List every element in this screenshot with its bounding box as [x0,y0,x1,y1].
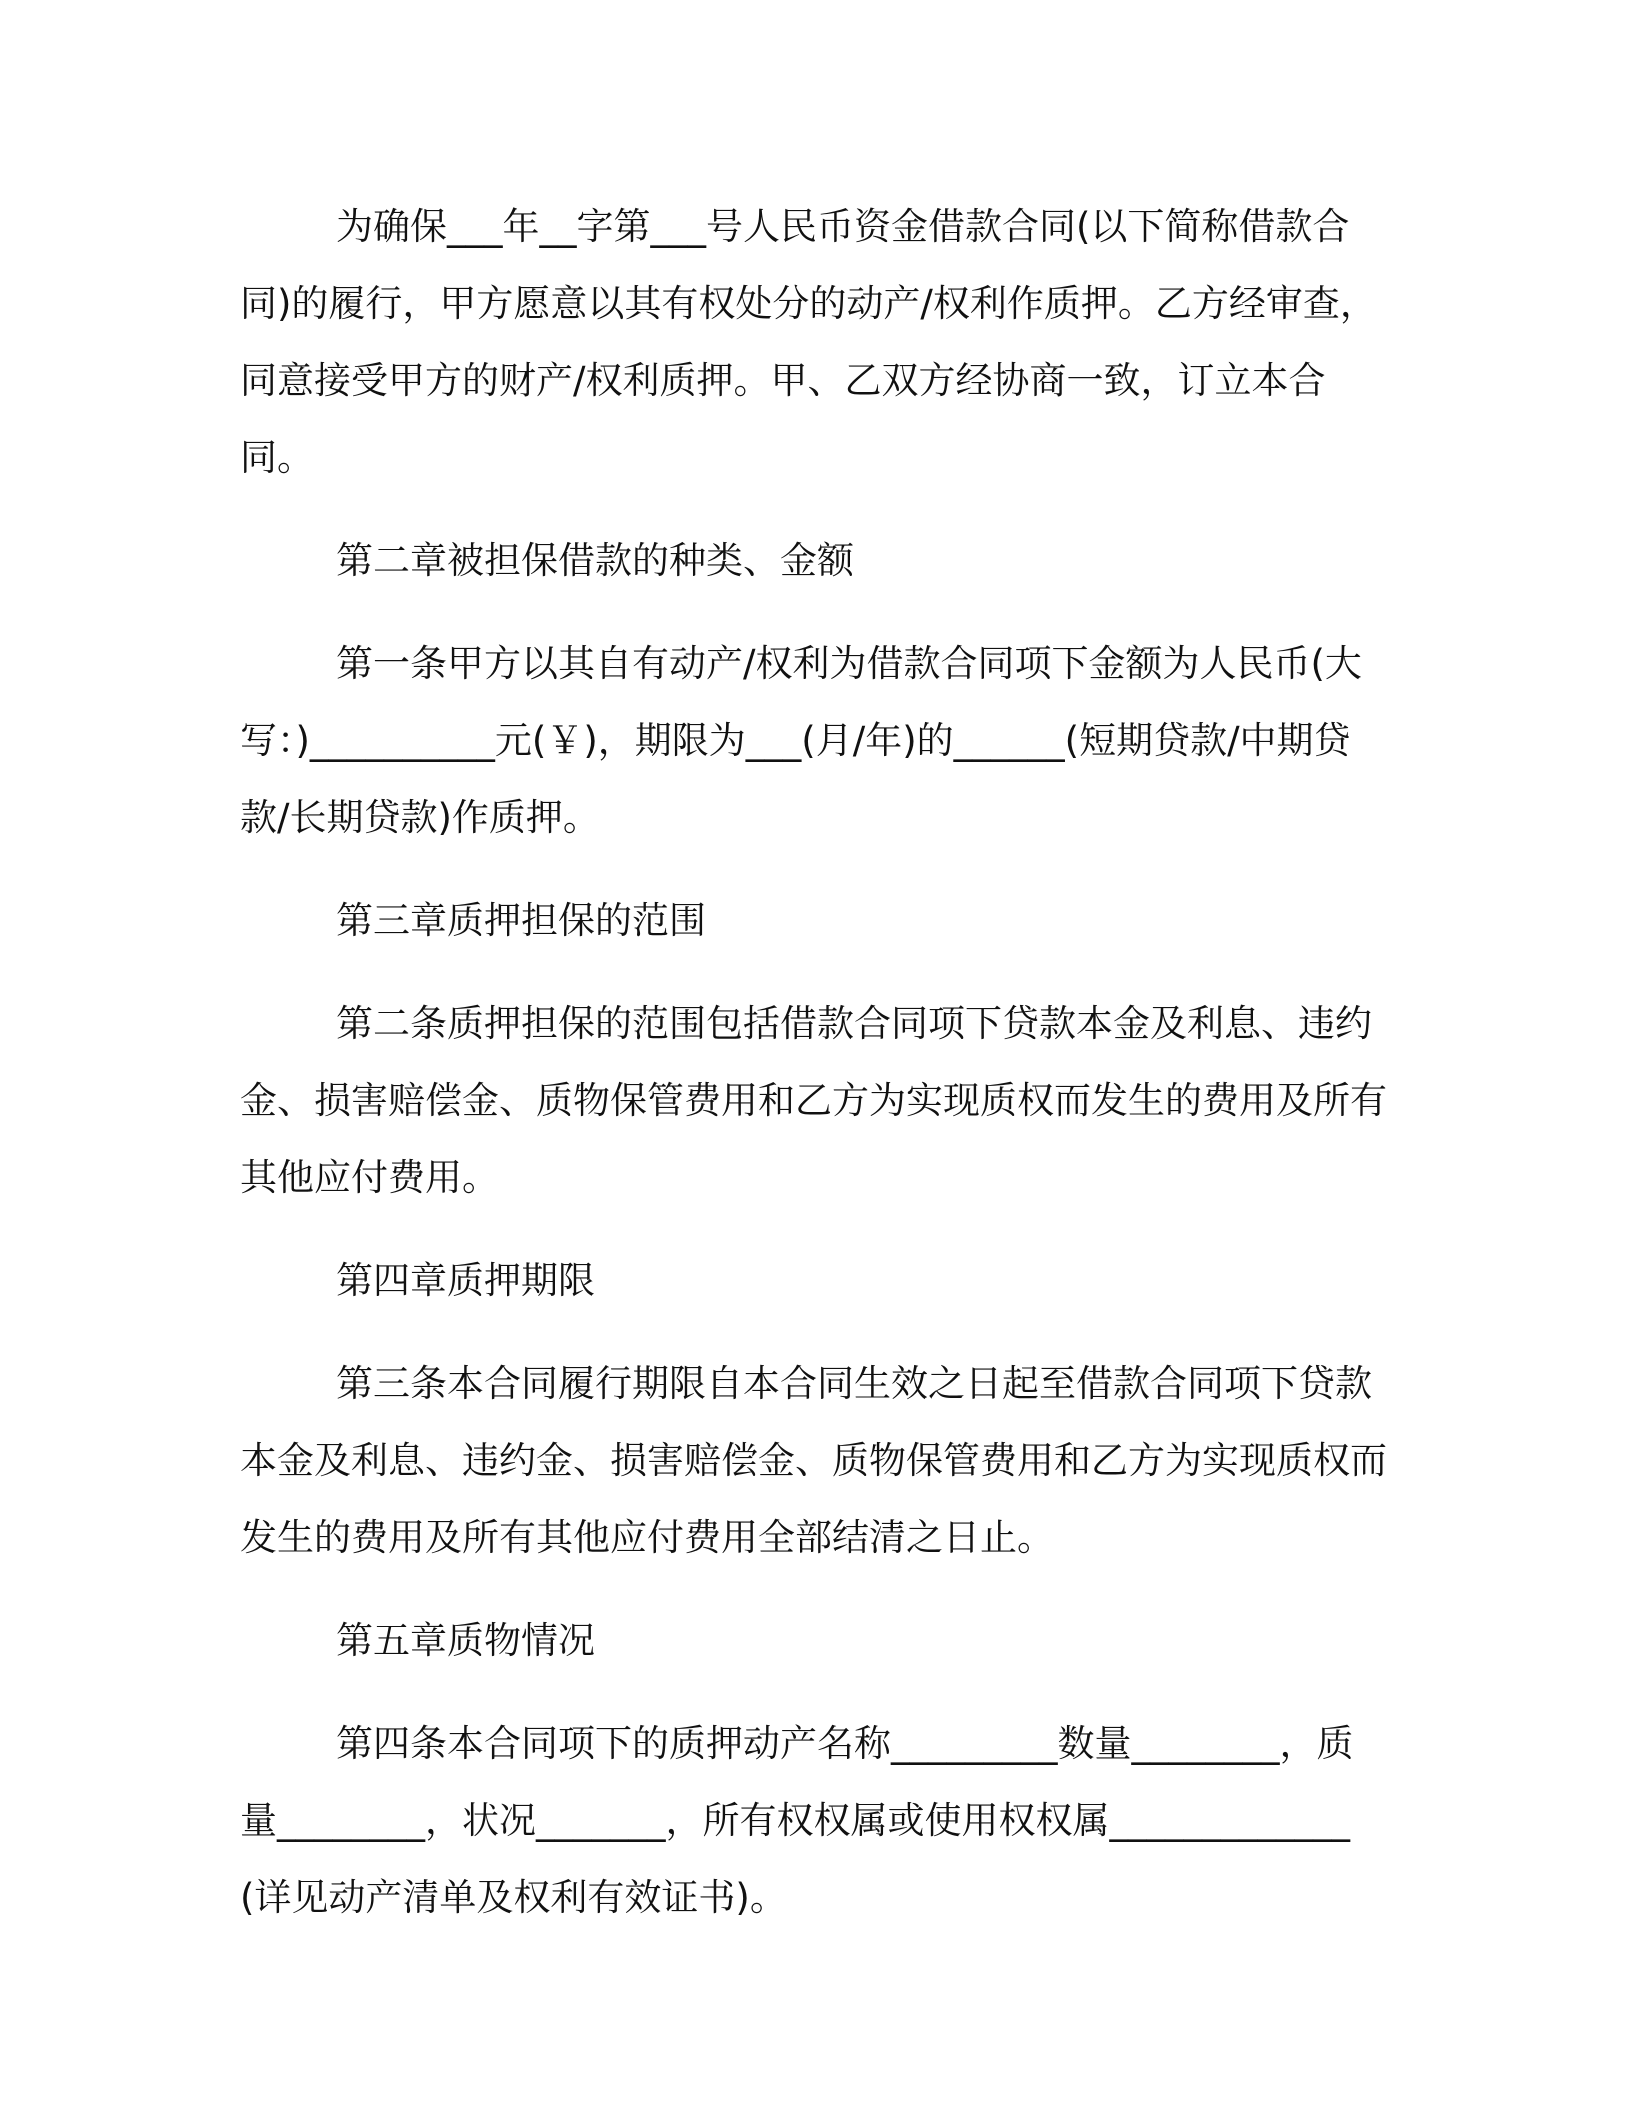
chapter-heading-5: 第五章质物情况 [336,1619,595,1662]
article-3: 第三条本合同履行期限自本合同生效之日起至借款合同项下贷款本金及利息、违约金、损害赔偿金、质物保管费用和乙方为实现质权而发生的费用及所有其他应付费用全部结清之日止。 [240,1362,1387,1559]
spacer [240,1679,1390,1705]
document-page [240,188,1390,1936]
article-4: 第四条本合同项下的质押动产名称_________数量________，质量________，状况_______，所有权权属或使用权权属_____________(详见动产清单及权利有效证书)。 [240,1722,1354,1919]
spacer [240,959,1390,985]
spacer [240,1319,1390,1345]
spacer [240,496,1390,522]
article-1: 第一条甲方以其自有动产/权利为借款合同项下金额为人民币(大写：)__________元(￥)，期限为___(月/年)的______(短期贷款/中期贷款/长期贷款)作质押。 [240,642,1362,839]
chapter-heading-2: 第二章被担保借款的种类、金额 [336,539,854,582]
article-2: 第二条质押担保的范围包括借款合同项下贷款本金及利息、违约金、损害赔偿金、质物保管费用和乙方为实现质权而发生的费用及所有其他应付费用。 [240,1002,1387,1199]
chapter-heading-4: 第四章质押期限 [336,1259,595,1302]
chapter-heading-3: 第三章质押担保的范围 [336,899,706,942]
spacer [240,856,1390,882]
spacer [240,1576,1390,1602]
spacer [240,1216,1390,1242]
paragraph-intro: 为确保___年__字第___号人民币资金借款合同(以下简称借款合同)的履行，甲方愿意以其有权处分的动产/权利作质押。乙方经审查，同意接受甲方的财产/权利质押。甲、乙双方经协商一致，订立本合同。 [240,205,1377,479]
spacer [240,599,1390,625]
